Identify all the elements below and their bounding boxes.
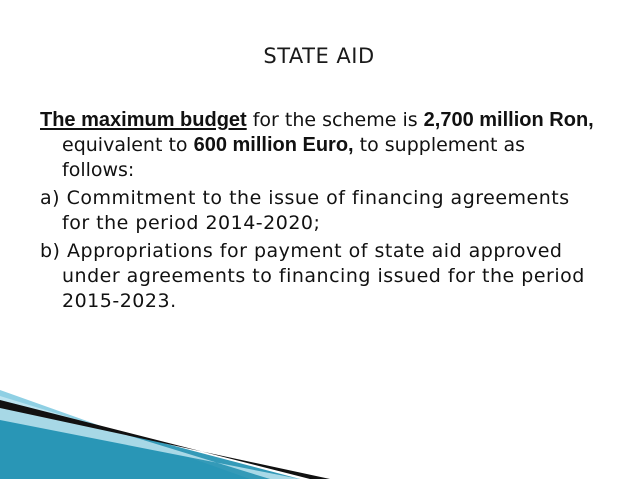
intro-text-1: for the scheme is <box>246 109 424 131</box>
slide-content <box>40 108 600 317</box>
intro-text-3: to supplement as follows: <box>62 134 526 181</box>
paragraph-intro <box>40 108 600 183</box>
paragraph-item-b: b) Appropriations for payment of state aid approved under agreements to financing issued for the period 2015-2023. <box>40 240 585 312</box>
intro-amount-euro: 600 million Euro, <box>193 134 354 156</box>
intro-amount-ron: 2,700 million Ron, <box>423 109 594 131</box>
intro-text-2: equivalent to <box>62 134 194 156</box>
intro-max-budget: The maximum budget <box>40 109 247 131</box>
slide-title: STATE AID <box>263 44 375 68</box>
paragraph-item-a: a) Commitment to the issue of financing agreements for the period 2014-2020; <box>40 187 570 234</box>
